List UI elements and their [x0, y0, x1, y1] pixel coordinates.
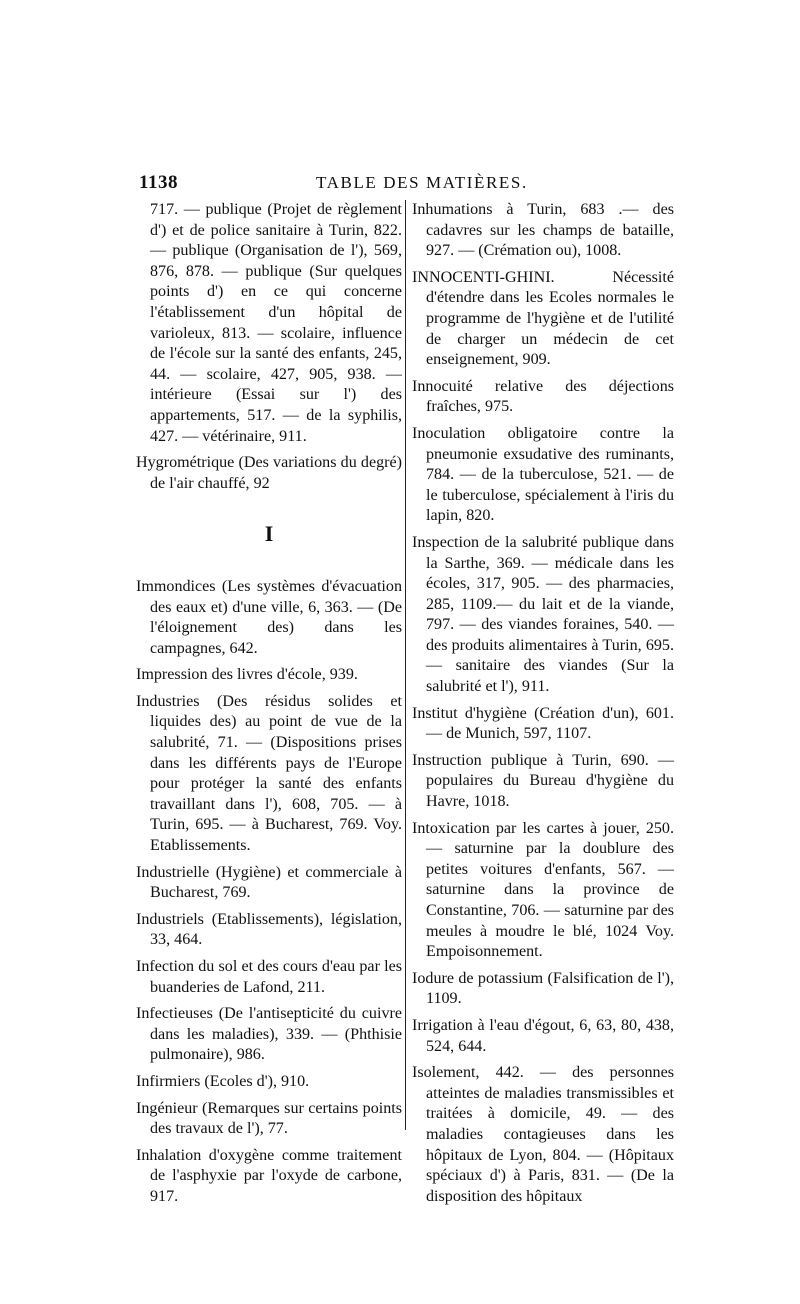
index-entry: Intoxication par les cartes à jouer, 250. — saturnine par la doublure des petites voitures d'enfants, 567. — saturnine dans la province de Constantine, 706. — saturnine par des meules à moudre le blé, 1024 Voy. Empoisonnement.	[412, 819, 674, 961]
running-title: TABLE DES MATIÈRES.	[316, 173, 528, 192]
index-entry: Isolement, 442. — des personnes atteintes de maladies transmissibles et traitées à domicile, 49. — des maladies contagieuses dans les hôpitaux de Lyon, 804. — (Hôpitaux spéciaux d') à Paris, 831. — (De la disposition des hôpitaux	[412, 1064, 674, 1205]
left-column	[136, 200, 402, 1214]
index-entry: Infirmiers (Ecoles d'), 910.	[136, 1072, 310, 1090]
column-divider	[405, 200, 406, 1130]
section-letter: I	[264, 521, 274, 547]
index-entry: Institut d'hygiène (Création d'un), 601. — de Munich, 597, 1107.	[412, 704, 674, 743]
index-entry: Inoculation obligatoire contre la pneumonie exsudative des ruminants, 784. — de la tuberculose, 521. — de le tuberculose, spécialement à l'iris du lapin, 820.	[412, 424, 674, 525]
index-entry: Industrielle (Hygiène) et commerciale à Bucharest, 769.	[136, 863, 402, 902]
index-entry: Innocuité relative des déjections fraîches, 975.	[412, 377, 674, 416]
index-entry: Instruction publique à Turin, 690. — populaires du Bureau d'hygiène du Havre, 1018.	[412, 751, 674, 811]
index-entry: Inhalation d'oxygène comme traitement de l'asphyxie par l'oxyde de carbone, 917.	[136, 1146, 402, 1205]
index-entry: Ingénieur (Remarques sur certains points des travaux de l'), 77.	[136, 1099, 402, 1138]
index-entry: Irrigation à l'eau d'égout, 6, 63, 80, 438, 524, 644.	[412, 1016, 674, 1055]
index-entry: Impression des livres d'école, 939.	[136, 666, 358, 684]
index-entry: Industries (Des résidus solides et liquides des) au point de vue de la salubrité, 71. — (Dispositions prises dans les différents pays de l'Europe pour protéger la santé des enfants travaillant dans l'), 608, 705. — à Turin, 695. — à Bucharest, 769. Voy. Etablissements.	[136, 692, 402, 855]
right-column	[412, 200, 674, 1213]
index-entry: 717. — publique (Projet de règlement d') et de police sanitaire à Turin, 822. — publique (Organisation de l'), 569, 876, 878. — publique (Sur quelques points d') en ce qui concerne l'établissement d'un hôpital de varioleux, 813. — scolaire, influence de l'école sur la santé des enfants, 245, 44. — scolaire, 427, 905, 938. — intérieure (Essai sur l') des appartements, 517. — de la syphilis, 427. — vétérinaire, 911.	[150, 201, 402, 445]
index-entry: Iodure de potassium (Falsification de l'), 1109.	[412, 969, 674, 1008]
index-entry: Hygrométrique (Des variations du degré) de l'air chauffé, 92	[136, 454, 402, 492]
index-entry: Immondices (Les systèmes d'évacuation des eaux et) d'une ville, 6, 363. — (De l'éloignement des) dans les campagnes, 642.	[136, 577, 402, 657]
index-entry: Industriels (Etablissements), législation, 33, 464.	[136, 910, 402, 949]
index-entry: INNOCENTI-GHINI. Nécessité d'étendre dans les Ecoles normales le programme de l'hygiène et de l'utilité de charger un médecin de cet enseignement, 909.	[412, 268, 674, 369]
index-entry: Infectieuses (De l'antisepticité du cuivre dans les maladies), 339. — (Phthisie pulmonaire), 986.	[136, 1005, 402, 1064]
index-entry: Inhumations à Turin, 683 .— des cadavres sur les champs de bataille, 927. — (Crémation ou), 1008.	[412, 201, 674, 260]
index-entry: Inspection de la salubrité publique dans la Sarthe, 369. — médicale dans les écoles, 317, 905. — des pharmacies, 285, 1109.— du lait et de la viande, 797. — des viandes foraines, 540. — des produits alimentaires à Turin, 695. — sanitaire des viandes (Sur la salubrité et l'), 911.	[412, 533, 674, 696]
page-number: 1138	[139, 172, 178, 193]
index-entry: Infection du sol et des cours d'eau par les buanderies de Lafond, 211.	[136, 958, 402, 996]
